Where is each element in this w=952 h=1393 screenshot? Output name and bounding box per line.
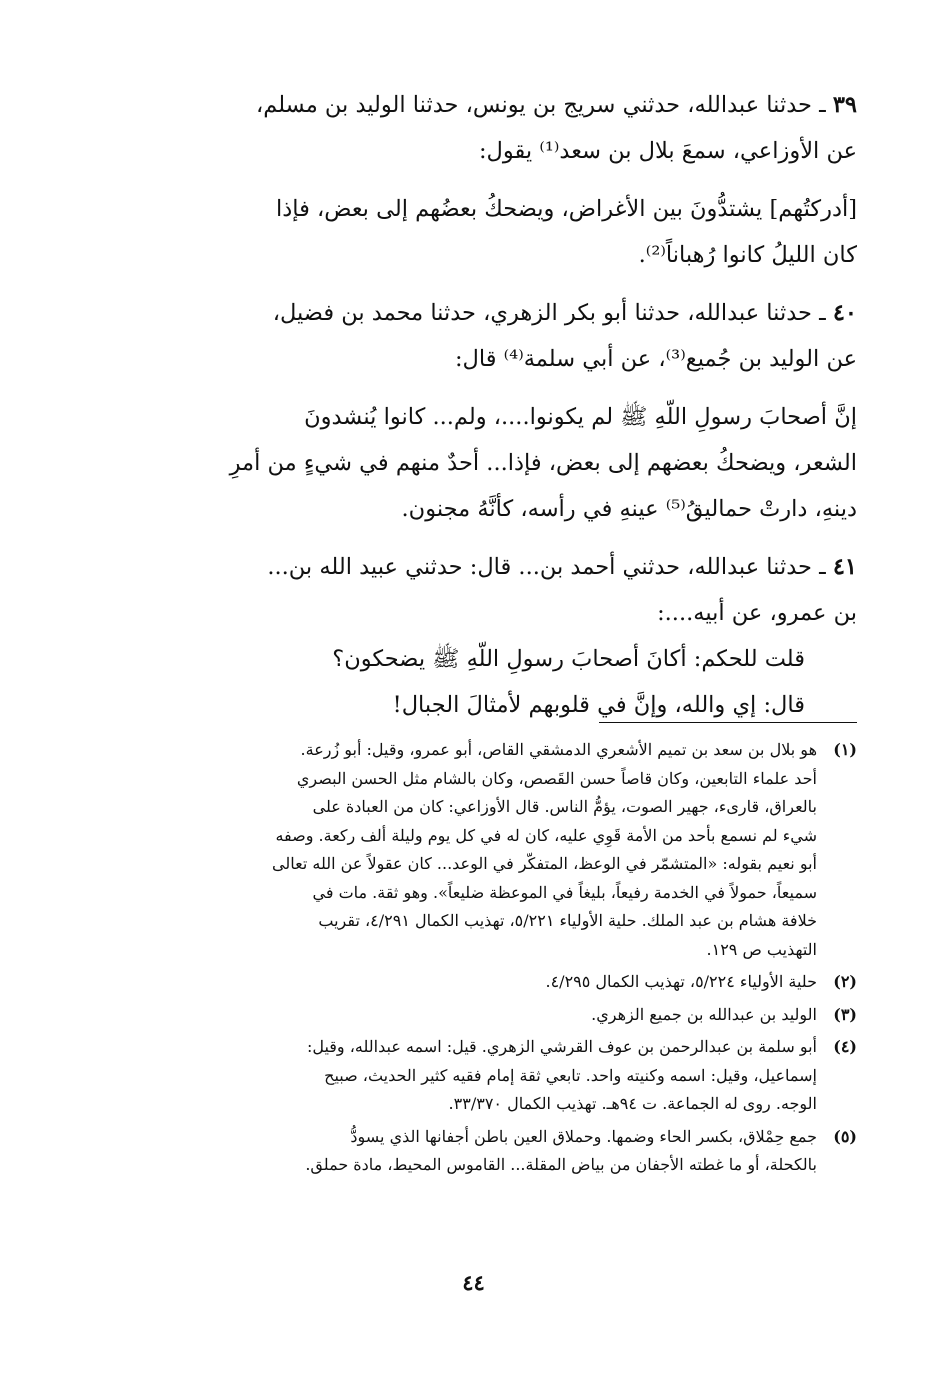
footnote-line: جمع حِمْلاق، بكسر الحاء وضمها. وحملاق العين باطن أجفانها الذي يسودُّ xyxy=(350,1126,817,1146)
footnote-line: سميعاً، حمولاً في الخدمة رفيعاً، بليغاً في الموعظة ضليعاً». وهو ثقة. مات في xyxy=(312,882,817,902)
footnote-4 xyxy=(90,1033,857,1119)
dialogue-41 xyxy=(90,636,857,728)
footnote-line: هو بلال بن سعد بن تميم الأشعري الدمشقي القاص، أبو عمرو، وقيل: أبو زُرعة. xyxy=(300,740,817,759)
text-line-body: ـ حدثنا عبدالله، حدثنا أبو بكر الزهري، حدثنا محمد بن فضيل، xyxy=(272,300,826,326)
hadith-40 xyxy=(90,290,857,382)
footnote-number: (٤) xyxy=(833,1037,857,1056)
footnote-text xyxy=(90,736,817,964)
footnote-text xyxy=(90,1123,817,1180)
hadith-number: ٤١ xyxy=(832,554,857,580)
footnote-separator xyxy=(599,722,857,723)
text-line: بن عمرو، عن أبيه....: xyxy=(657,600,857,626)
text-line xyxy=(90,290,857,336)
footnote-line: شيء لم نسمع بأحد من الأمة قَوِي عليه، كان له في كل يوم وليلة ألف ركعة. وصفه xyxy=(275,825,817,845)
footnote-number: (٢) xyxy=(833,972,857,991)
footnote-line: بالعراق، قارىء، جهير الصوت، يؤمُّ الناس. قال الأوزاعي: كان من العبادة على xyxy=(312,797,817,816)
footnote-line: حلية الأولياء ٥/٢٢٤، تهذيب الكمال ٤/٢٩٥. xyxy=(545,972,817,991)
footnote-text xyxy=(90,1033,817,1119)
book-page xyxy=(90,82,857,1393)
footnote-number: (٥) xyxy=(833,1126,857,1146)
footnote-line: خلافة هشام بن عبد الملك. حلية الأولياء ٥/٢٢١، تهذيب الكمال ٤/٢٩١، تقريب xyxy=(318,911,817,930)
footnote-line: الوجه. روى له الجماعة. ت ٩٤هـ. تهذيب الكمال ٣٣/٣٧٠. xyxy=(448,1094,817,1113)
footnotes xyxy=(90,736,857,1184)
quote-40 xyxy=(90,394,857,532)
footnote-number: (٣) xyxy=(833,1004,857,1024)
footnote-line: أبو نعيم بقوله: «المتشمّر في الوعظ، المتفكّر في الوعد... كان عقولاً عن الله تعالى xyxy=(272,854,817,873)
footnote-2 xyxy=(90,968,857,997)
text-line: كان الليلُ كانوا رُهباناً⁽²⁾. xyxy=(638,242,857,268)
footnote-number: (١) xyxy=(833,740,857,759)
main-text xyxy=(90,82,857,728)
footnote-text xyxy=(90,1001,817,1030)
text-line xyxy=(90,544,857,590)
footnote-line: الوليد بن عبدالله بن جميع الزهري. xyxy=(591,1004,817,1024)
footnote-line: التهذيب ص ١٢٩. xyxy=(706,939,817,959)
text-line: عن الوليد بن جُميع⁽³⁾، عن أبي سلمة⁽⁴⁾ قال: xyxy=(454,346,857,372)
text-line: عن الأوزاعي، سمعَ بلال بن سعد⁽¹⁾ يقول: xyxy=(478,138,857,164)
hadith-number: ٣٩ xyxy=(832,92,857,118)
footnote-line: بالكحلة، أو ما غطته الأجفان من بياض المقلة... القاموس المحيط، مادة حملق. xyxy=(305,1155,817,1174)
quote-39 xyxy=(90,186,857,278)
text-line: دينهِ، دارتْ حماليقُ⁽⁵⁾ عينهِ في رأسه، كأنَّهُ مجنون. xyxy=(401,496,857,522)
text-line-body: ـ حدثنا عبدالله، حدثني أحمد بن... قال: حدثني عبيد الله بن... xyxy=(267,554,826,580)
hadith-number: ٤٠ xyxy=(832,300,857,326)
text-line: [أدركتُهم] يشتدُّونَ بين الأغراض، ويضحكُ بعضُهم إلى بعض، فإذا xyxy=(275,196,857,222)
text-line: قال: إي والله، وإنَّ في قلوبهم لأمثالَ الجبال! xyxy=(392,692,805,718)
footnote-line: إسماعيل، وقيل: اسمه وكنيته واحد. تابعي ثقة إمام فقيه كثير الحديث، صبيح xyxy=(324,1065,817,1085)
page-number: ٤٤ xyxy=(462,1270,485,1295)
footnote-3 xyxy=(90,1001,857,1030)
hadith-41 xyxy=(90,544,857,636)
footnote-line: أحد علماء التابعين، وكان قاصاً حسن القَصص، وكان بالشام مثل الحسن البصري xyxy=(296,768,817,788)
footnote-1 xyxy=(90,736,857,964)
text-line xyxy=(90,82,857,128)
footnote-text xyxy=(90,968,817,997)
text-line-body: ـ حدثنا عبدالله، حدثني سريج بن يونس، حدثنا الوليد بن مسلم، xyxy=(255,92,826,118)
text-line: الشعر، ويضحكُ بعضهم إلى بعض، فإذا... أحدٌ منهم في شيءٍ من أمرِ xyxy=(229,450,857,476)
hadith-39 xyxy=(90,82,857,174)
text-line: إنَّ أصحابَ رسولِ اللّهِ ﷺ لم يكونوا....، ولم... كانوا يُنشدونَ xyxy=(304,404,857,430)
footnote-5 xyxy=(90,1123,857,1180)
text-line: قلت للحكم: أكانَ أصحابَ رسولِ اللّهِ ﷺ يضحكون؟ xyxy=(332,646,805,672)
footnote-line: أبو سلمة بن عبدالرحمن بن عوف القرشي الزهري. قيل: اسمه عبدالله، وقيل: xyxy=(306,1037,817,1056)
